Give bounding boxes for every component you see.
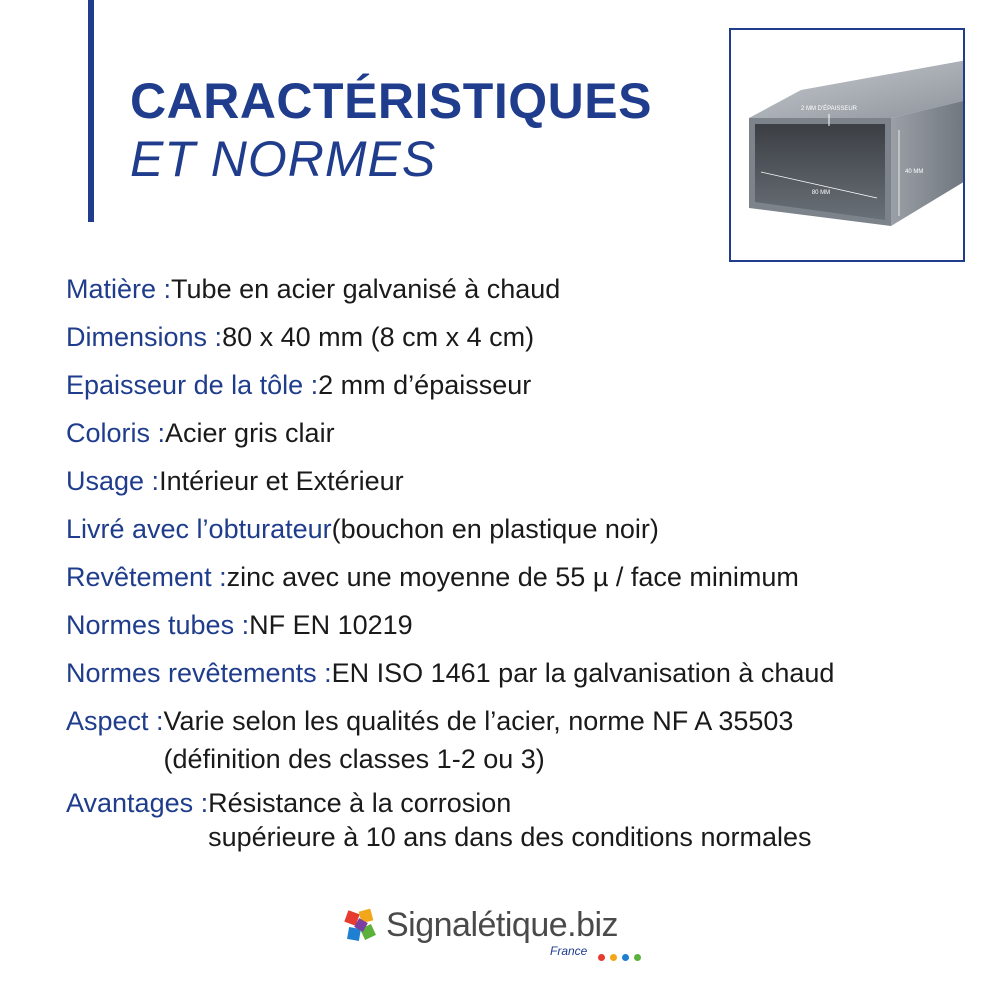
heading [130,72,652,188]
spec-row [66,370,966,418]
spec-value: EN ISO 1461 par la galvanisation à chaud [331,658,835,688]
brand-name: Signalétique.biz [386,906,619,944]
spec-label: Matière : [66,274,172,304]
spec-row-avantages [66,786,966,854]
spec-label: Revêtement : [66,562,227,592]
spec-row [66,562,966,610]
spec-value-line: supérieure à 10 ans dans des conditions normales [208,822,812,852]
spec-row [66,514,966,562]
spec-value: NF EN 10219 [249,610,413,640]
spec-row-aspect [66,702,966,786]
spec-value-line: Résistance à la corrosion [208,788,512,818]
spec-value [208,786,811,854]
spec-row [66,658,966,702]
brand-dot [634,954,641,961]
spec-row [66,466,966,514]
spec-label: Normes revêtements : [66,658,332,688]
spec-row [66,274,966,322]
brand-dot [622,954,629,961]
thickness-label: 2 MM D'ÉPAISSEUR [800,106,858,112]
spec-label: Epaisseur de la tôle : [66,370,319,400]
brand-dot [598,954,605,961]
spec-label: Livré avec l’obturateur [66,514,332,544]
spec-label: Usage : [66,466,160,496]
spec-row [66,610,966,658]
spec-label: Coloris : [66,418,166,448]
spec-value [164,702,794,778]
heading-line-2: ET NORMES [130,131,437,187]
spec-value-line: (définition des classes 1-2 ou 3) [163,744,545,774]
spec-label: Aspect : [66,706,164,736]
spec-label: Normes tubes : [66,610,250,640]
spec-row [66,322,966,370]
brand-dots [598,948,646,966]
brand-mark-icon [342,908,382,948]
spec-value: Acier gris clair [165,418,335,448]
height-label: 40 MM [905,169,924,175]
spec-row [66,418,966,466]
spec-value-line: Varie selon les qualités de l’acier, norme NF A 35503 [163,706,794,736]
tube-photo [729,28,965,262]
spec-value: Tube en acier galvanisé à chaud [171,274,561,304]
specs-list [66,274,966,854]
accent-bar [88,0,94,222]
brand-sub: France [550,944,588,958]
tube-illustration [731,30,965,262]
spec-value: 2 mm d’épaisseur [318,370,532,400]
spec-value: 80 x 40 mm (8 cm x 4 cm) [222,322,535,352]
brand-dot [610,954,617,961]
spec-value: Intérieur et Extérieur [159,466,404,496]
spec-value: (bouchon en plastique noir) [331,514,659,544]
spec-label: Dimensions : [66,322,223,352]
width-label: 80 MM [811,190,831,196]
spec-label: Avantages : [66,788,209,818]
brand-logo [342,904,662,964]
spec-value: zinc avec une moyenne de 55 µ / face minimum [226,562,799,592]
heading-line-1: CARACTÉRISTIQUES [130,73,652,129]
